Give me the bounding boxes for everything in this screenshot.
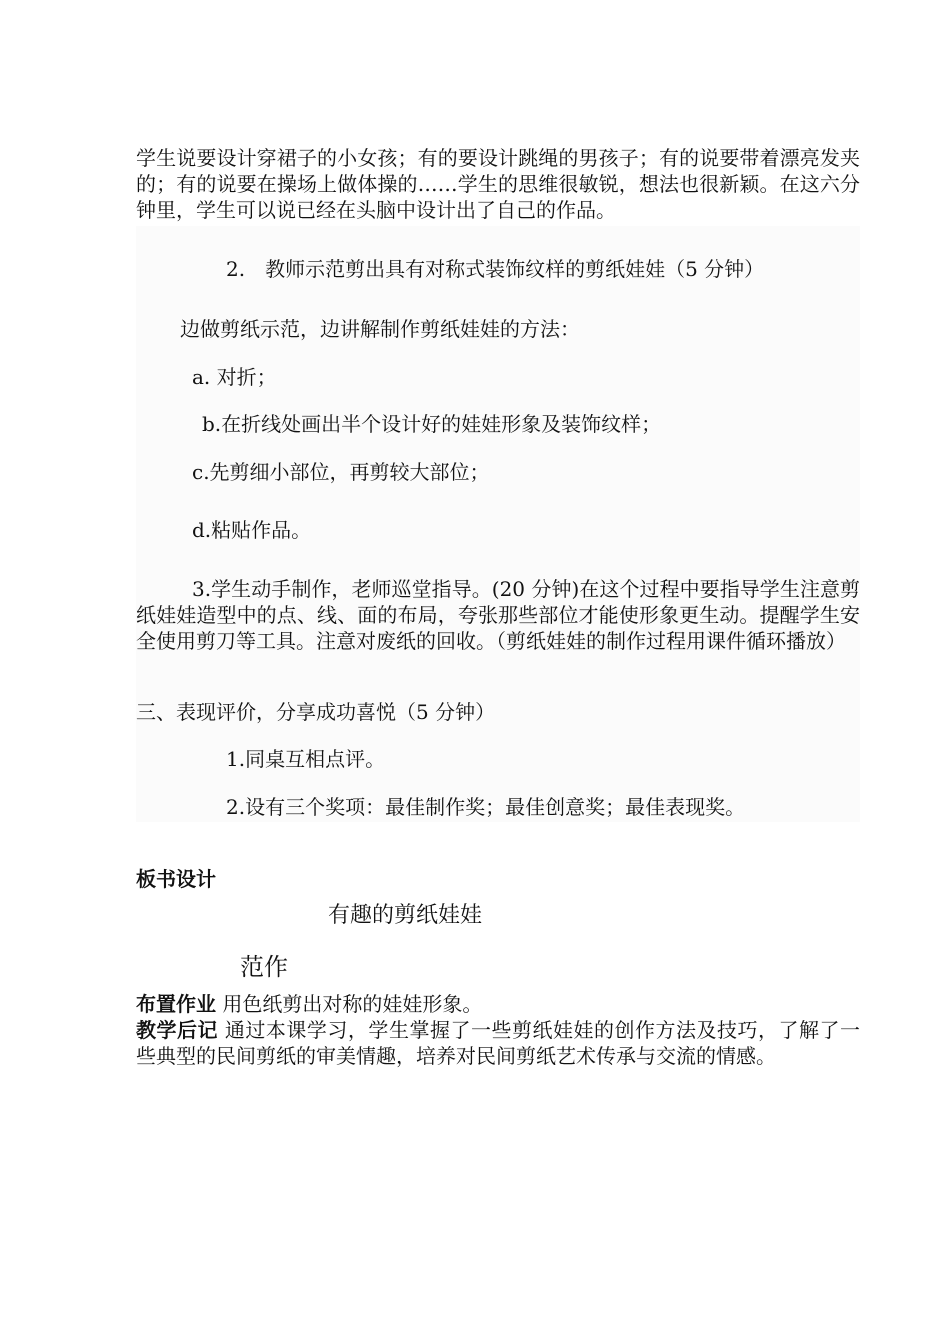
board-sample: 范作 [240, 953, 288, 981]
reflection-label: 教学后记 [136, 1018, 219, 1042]
reflection-paragraph [136, 1017, 860, 1069]
section3-item-1: 1.同桌互相点评。 [226, 747, 386, 771]
intro-paragraph: 学生说要设计穿裙子的小女孩；有的要设计跳绳的男孩子；有的说要带着漂亮发夹的；有的说要在操场上做体操的……学生的思维很敏锐，想法也很新颖。在这六分钟里，学生可以说已经在头脑中设计出了自己的作品。 [136, 146, 860, 222]
step2-lead: 边做剪纸示范，边讲解制作剪纸娃娃的方法： [180, 317, 580, 341]
board-heading: 板书设计 [136, 867, 216, 891]
step2-item-d: d.粘贴作品。 [192, 518, 312, 542]
step2-item-b: b.在折线处画出半个设计好的娃娃形象及装饰纹样； [202, 412, 662, 436]
homework-label: 布置作业 [136, 992, 216, 1016]
reflection-text: 通过本课学习，学生掌握了一些剪纸娃娃的创作方法及技巧，了解了一些典型的民间剪纸的审美情趣，培养对民间剪纸艺术传承与交流的情感。 [136, 1018, 861, 1068]
section3-title: 三、表现评价，分享成功喜悦（5 分钟） [136, 700, 496, 724]
section3-item-2: 2.设有三个奖项：最佳制作奖；最佳创意奖；最佳表现奖。 [226, 795, 746, 819]
step2-title: 2. 教师示范剪出具有对称式装饰纹样的剪纸娃娃（5 分钟） [226, 257, 765, 281]
step2-item-c: c.先剪细小部位，再剪较大部位； [192, 460, 490, 484]
step3-paragraph: 3.学生动手制作，老师巡堂指导。(20 分钟)在这个过程中要指导学生注意剪纸娃娃造型中的点、线、面的布局，夸张那些部位才能使形象更生动。提醒学生安全使用剪刀等工具。注意对废纸的回收。（剪纸娃娃的制作过程用课件循环播放） [136, 577, 860, 653]
homework-line [136, 991, 482, 1017]
board-title: 有趣的剪纸娃娃 [328, 903, 483, 928]
step2-item-a: a. 对折； [192, 365, 277, 389]
homework-text: 用色纸剪出对称的娃娃形象。 [222, 992, 483, 1016]
